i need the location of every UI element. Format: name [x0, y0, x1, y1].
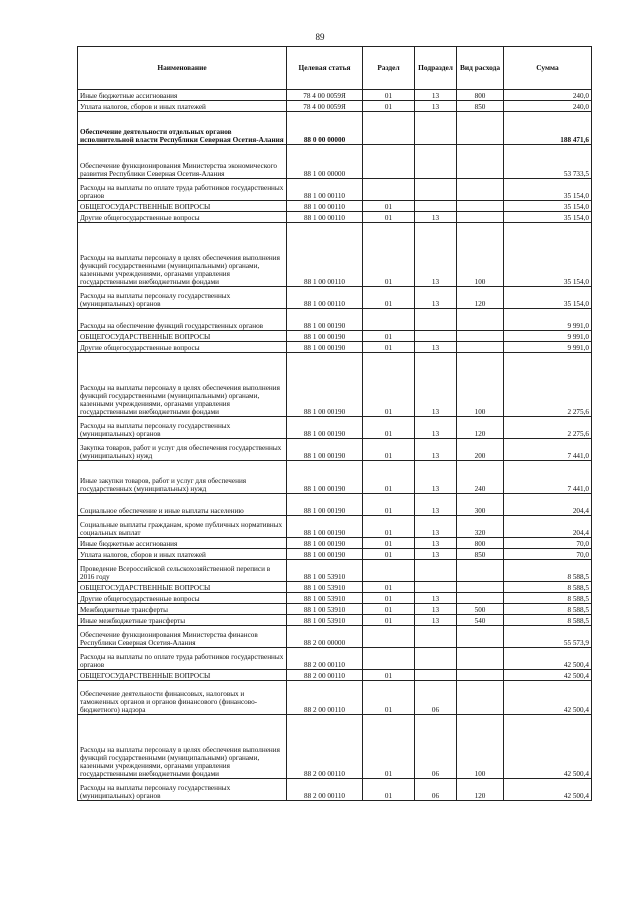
- cell-name: Другие общегосударственные вопросы: [78, 212, 287, 223]
- table-row: [78, 287, 592, 309]
- cell-subsection: [415, 112, 457, 145]
- cell-section: 01: [363, 417, 415, 439]
- cell-section: 01: [363, 90, 415, 101]
- table-row: [78, 145, 592, 179]
- cell-target: 88 1 00 00190: [287, 353, 363, 417]
- cell-section: 01: [363, 715, 415, 779]
- cell-name: Обеспечение функционирования Министерства экономического развития Республики Северная Осетия-Алания: [78, 145, 287, 179]
- cell-section: 01: [363, 212, 415, 223]
- cell-subsection: 13: [415, 494, 457, 516]
- cell-section: 01: [363, 593, 415, 604]
- cell-name: Расходы на выплаты персоналу в целях обеспечения выполнения функций государственными (муниципальными) органами, казенными учреждениями, органами управления государственными внебюджетными фондами: [78, 223, 287, 287]
- cell-section: 01: [363, 439, 415, 461]
- cell-section: [363, 145, 415, 179]
- cell-kind: [457, 593, 504, 604]
- cell-kind: [457, 179, 504, 201]
- cell-target: 88 1 00 53910: [287, 615, 363, 626]
- cell-target: 78 4 00 0059Я: [287, 101, 363, 112]
- cell-section: 01: [363, 681, 415, 715]
- cell-kind: 850: [457, 549, 504, 560]
- table-row: [78, 353, 592, 417]
- cell-target: 88 1 00 00110: [287, 287, 363, 309]
- cell-name: Уплата налогов, сборов и иных платежей: [78, 549, 287, 560]
- cell-target: 88 1 00 00190: [287, 309, 363, 331]
- cell-section: 01: [363, 353, 415, 417]
- cell-sum: 240,0: [504, 90, 592, 101]
- cell-subsection: [415, 582, 457, 593]
- table-row: [78, 670, 592, 681]
- cell-section: [363, 309, 415, 331]
- cell-kind: 200: [457, 439, 504, 461]
- cell-kind: 500: [457, 604, 504, 615]
- table-row: [78, 331, 592, 342]
- cell-target: 88 2 00 00110: [287, 648, 363, 670]
- cell-section: 01: [363, 201, 415, 212]
- table-row: [78, 538, 592, 549]
- cell-subsection: 13: [415, 593, 457, 604]
- cell-name: ОБЩЕГОСУДАРСТВЕННЫЕ ВОПРОСЫ: [78, 201, 287, 212]
- cell-kind: 800: [457, 538, 504, 549]
- cell-name: ОБЩЕГОСУДАРСТВЕННЫЕ ВОПРОСЫ: [78, 670, 287, 681]
- cell-subsection: 13: [415, 538, 457, 549]
- cell-subsection: 13: [415, 615, 457, 626]
- cell-kind: [457, 582, 504, 593]
- cell-sum: 240,0: [504, 101, 592, 112]
- cell-target: 88 1 00 53910: [287, 560, 363, 582]
- cell-kind: 850: [457, 101, 504, 112]
- cell-section: 01: [363, 342, 415, 353]
- cell-target: 78 4 00 0059Я: [287, 90, 363, 101]
- cell-section: 01: [363, 516, 415, 538]
- cell-kind: 800: [457, 90, 504, 101]
- cell-sum: 204,4: [504, 516, 592, 538]
- cell-target: 88 1 00 53910: [287, 593, 363, 604]
- cell-sum: 70,0: [504, 549, 592, 560]
- cell-name: Иные бюджетные ассигнования: [78, 538, 287, 549]
- table-row: [78, 101, 592, 112]
- cell-section: 01: [363, 538, 415, 549]
- table-row: [78, 201, 592, 212]
- cell-kind: 120: [457, 287, 504, 309]
- page-number: 89: [315, 32, 325, 42]
- cell-kind: [457, 145, 504, 179]
- cell-name: Расходы на обеспечение функций государственных органов: [78, 309, 287, 331]
- cell-name: Проведение Всероссийской сельскохозяйственной переписи в 2016 году: [78, 560, 287, 582]
- cell-subsection: 13: [415, 287, 457, 309]
- cell-name: Уплата налогов, сборов и иных платежей: [78, 101, 287, 112]
- table-row: [78, 582, 592, 593]
- cell-sum: 2 275,6: [504, 417, 592, 439]
- cell-sum: 35 154,0: [504, 212, 592, 223]
- table-row: [78, 560, 592, 582]
- cell-kind: [457, 560, 504, 582]
- cell-name: Расходы на выплаты персоналу в целях обеспечения выполнения функций государственными (муниципальными) органами, казенными учреждениями, органами управления государственными внебюджетными фондами: [78, 353, 287, 417]
- table-row: [78, 681, 592, 715]
- table-row: [78, 461, 592, 494]
- header-subsection: Подраздел: [415, 47, 457, 90]
- cell-target: 88 1 00 00110: [287, 201, 363, 212]
- cell-subsection: 13: [415, 223, 457, 287]
- cell-kind: [457, 626, 504, 648]
- cell-section: [363, 648, 415, 670]
- cell-sum: 8 588,5: [504, 560, 592, 582]
- cell-target: 88 1 00 00190: [287, 331, 363, 342]
- cell-sum: 55 573,9: [504, 626, 592, 648]
- cell-name: Расходы на выплаты персоналу в целях обеспечения выполнения функций государственными (муниципальными) органами, казенными учреждениями, органами управления государственными внебюджетными фондами: [78, 715, 287, 779]
- cell-name: Социальные выплаты гражданам, кроме публичных нормативных социальных выплат: [78, 516, 287, 538]
- cell-subsection: 13: [415, 549, 457, 560]
- cell-target: 88 1 00 00190: [287, 516, 363, 538]
- cell-target: 88 1 00 53910: [287, 604, 363, 615]
- cell-target: 88 2 00 00110: [287, 681, 363, 715]
- cell-section: 01: [363, 615, 415, 626]
- cell-kind: 100: [457, 353, 504, 417]
- cell-sum: 7 441,0: [504, 461, 592, 494]
- cell-section: 01: [363, 101, 415, 112]
- table-row: [78, 593, 592, 604]
- table-row: [78, 417, 592, 439]
- cell-section: 01: [363, 670, 415, 681]
- cell-subsection: [415, 626, 457, 648]
- cell-target: 88 2 00 00110: [287, 779, 363, 801]
- cell-target: 88 1 00 00110: [287, 179, 363, 201]
- cell-sum: 42 500,4: [504, 779, 592, 801]
- cell-target: 88 2 00 00000: [287, 626, 363, 648]
- cell-sum: 8 588,5: [504, 604, 592, 615]
- table-row: [78, 112, 592, 145]
- cell-sum: 35 154,0: [504, 223, 592, 287]
- cell-name: Социальное обеспечение и иные выплаты населению: [78, 494, 287, 516]
- cell-target: 88 1 00 00190: [287, 494, 363, 516]
- cell-subsection: [415, 670, 457, 681]
- cell-section: [363, 626, 415, 648]
- table-row: [78, 494, 592, 516]
- cell-subsection: [415, 145, 457, 179]
- cell-name: Расходы на выплаты персоналу государственных (муниципальных) органов: [78, 779, 287, 801]
- cell-subsection: 06: [415, 715, 457, 779]
- cell-subsection: 06: [415, 681, 457, 715]
- cell-kind: [457, 112, 504, 145]
- cell-section: 01: [363, 287, 415, 309]
- header-name: Наименование: [78, 47, 287, 90]
- table-row: [78, 309, 592, 331]
- cell-kind: 320: [457, 516, 504, 538]
- cell-sum: 42 500,4: [504, 670, 592, 681]
- cell-subsection: 13: [415, 212, 457, 223]
- cell-kind: 240: [457, 461, 504, 494]
- table-row: [78, 715, 592, 779]
- cell-kind: [457, 648, 504, 670]
- cell-sum: 204,4: [504, 494, 592, 516]
- table-row: [78, 90, 592, 101]
- header-sum: Сумма: [504, 47, 592, 90]
- cell-target: 88 1 00 00190: [287, 461, 363, 494]
- cell-name: Расходы на выплаты по оплате труда работников государственных органов: [78, 179, 287, 201]
- cell-name: Закупка товаров, работ и услуг для обеспечения государственных (муниципальных) нужд: [78, 439, 287, 461]
- cell-subsection: 13: [415, 516, 457, 538]
- cell-target: 88 1 00 00110: [287, 223, 363, 287]
- cell-sum: 9 991,0: [504, 309, 592, 331]
- table-row: [78, 615, 592, 626]
- table-row: [78, 779, 592, 801]
- cell-kind: [457, 309, 504, 331]
- header-kind: Вид расхода: [457, 47, 504, 90]
- cell-target: 88 2 00 00110: [287, 715, 363, 779]
- cell-name: Другие общегосударственные вопросы: [78, 342, 287, 353]
- cell-name: Расходы на выплаты персоналу государственных (муниципальных) органов: [78, 417, 287, 439]
- table-row: [78, 439, 592, 461]
- cell-subsection: [415, 201, 457, 212]
- cell-name: Расходы на выплаты по оплате труда работников государственных органов: [78, 648, 287, 670]
- cell-subsection: 13: [415, 461, 457, 494]
- cell-target: 88 1 00 00190: [287, 417, 363, 439]
- cell-sum: 70,0: [504, 538, 592, 549]
- cell-kind: 120: [457, 417, 504, 439]
- cell-sum: 7 441,0: [504, 439, 592, 461]
- cell-sum: 9 991,0: [504, 331, 592, 342]
- cell-section: 01: [363, 604, 415, 615]
- cell-sum: 9 991,0: [504, 342, 592, 353]
- cell-subsection: 13: [415, 101, 457, 112]
- table-header-row: [78, 47, 592, 90]
- cell-name: Обеспечение деятельности финансовых, налоговых и таможенных органов и органов финансового (финансово-бюджетного) надзора: [78, 681, 287, 715]
- cell-sum: 2 275,6: [504, 353, 592, 417]
- cell-subsection: 13: [415, 342, 457, 353]
- cell-target: 88 1 00 00190: [287, 342, 363, 353]
- cell-target: 88 0 00 00000: [287, 112, 363, 145]
- cell-name: ОБЩЕГОСУДАРСТВЕННЫЕ ВОПРОСЫ: [78, 582, 287, 593]
- cell-name: Другие общегосударственные вопросы: [78, 593, 287, 604]
- cell-target: 88 1 00 00000: [287, 145, 363, 179]
- cell-section: 01: [363, 549, 415, 560]
- cell-sum: 42 500,4: [504, 715, 592, 779]
- cell-name: Иные межбюджетные трансферты: [78, 615, 287, 626]
- cell-target: 88 1 00 53910: [287, 582, 363, 593]
- cell-section: 01: [363, 331, 415, 342]
- table-row: [78, 223, 592, 287]
- cell-kind: [457, 201, 504, 212]
- cell-name: Обеспечение функционирования Министерства финансов Республики Северная Осетия-Алания: [78, 626, 287, 648]
- cell-target: 88 1 00 00190: [287, 549, 363, 560]
- cell-sum: 35 154,0: [504, 287, 592, 309]
- cell-target: 88 1 00 00190: [287, 439, 363, 461]
- cell-target: 88 1 00 00110: [287, 212, 363, 223]
- cell-sum: 35 154,0: [504, 179, 592, 201]
- cell-name: Расходы на выплаты персоналу государственных (муниципальных) органов: [78, 287, 287, 309]
- table-body: [78, 90, 592, 801]
- cell-section: 01: [363, 779, 415, 801]
- cell-sum: 42 500,4: [504, 681, 592, 715]
- cell-subsection: 13: [415, 604, 457, 615]
- cell-section: [363, 112, 415, 145]
- budget-table: [77, 46, 592, 801]
- table-row: [78, 648, 592, 670]
- cell-subsection: [415, 179, 457, 201]
- cell-target: 88 1 00 00190: [287, 538, 363, 549]
- cell-kind: [457, 331, 504, 342]
- cell-sum: 8 588,5: [504, 582, 592, 593]
- cell-kind: [457, 681, 504, 715]
- cell-kind: 100: [457, 715, 504, 779]
- cell-section: [363, 560, 415, 582]
- cell-sum: 8 588,5: [504, 615, 592, 626]
- cell-section: 01: [363, 582, 415, 593]
- cell-subsection: 13: [415, 439, 457, 461]
- cell-target: 88 2 00 00110: [287, 670, 363, 681]
- cell-section: [363, 179, 415, 201]
- cell-sum: 35 154,0: [504, 201, 592, 212]
- cell-kind: 540: [457, 615, 504, 626]
- cell-subsection: [415, 648, 457, 670]
- cell-kind: [457, 670, 504, 681]
- table-row: [78, 342, 592, 353]
- cell-subsection: [415, 560, 457, 582]
- cell-subsection: 06: [415, 779, 457, 801]
- cell-subsection: 13: [415, 353, 457, 417]
- cell-sum: 42 500,4: [504, 648, 592, 670]
- cell-kind: 120: [457, 779, 504, 801]
- cell-sum: 8 588,5: [504, 593, 592, 604]
- cell-subsection: 13: [415, 90, 457, 101]
- cell-name: Иные закупки товаров, работ и услуг для обеспечения государственных (муниципальных) нужд: [78, 461, 287, 494]
- cell-kind: [457, 212, 504, 223]
- cell-subsection: [415, 309, 457, 331]
- cell-subsection: 13: [415, 417, 457, 439]
- cell-kind: 100: [457, 223, 504, 287]
- cell-name: ОБЩЕГОСУДАРСТВЕННЫЕ ВОПРОСЫ: [78, 331, 287, 342]
- table-row: [78, 604, 592, 615]
- cell-name: Межбюджетные трансферты: [78, 604, 287, 615]
- cell-section: 01: [363, 461, 415, 494]
- cell-section: 01: [363, 494, 415, 516]
- table-row: [78, 516, 592, 538]
- table-row: [78, 549, 592, 560]
- cell-kind: 300: [457, 494, 504, 516]
- table-row: [78, 626, 592, 648]
- cell-section: 01: [363, 223, 415, 287]
- header-target: Целевая статья: [287, 47, 363, 90]
- table-row: [78, 212, 592, 223]
- cell-subsection: [415, 331, 457, 342]
- cell-name: Иные бюджетные ассигнования: [78, 90, 287, 101]
- cell-sum: 188 471,6: [504, 112, 592, 145]
- table-row: [78, 179, 592, 201]
- header-section: Раздел: [363, 47, 415, 90]
- cell-kind: [457, 342, 504, 353]
- cell-sum: 53 733,5: [504, 145, 592, 179]
- cell-name: Обеспечение деятельности отдельных органов исполнительной власти Республики Северная Осетия-Алания: [78, 112, 287, 145]
